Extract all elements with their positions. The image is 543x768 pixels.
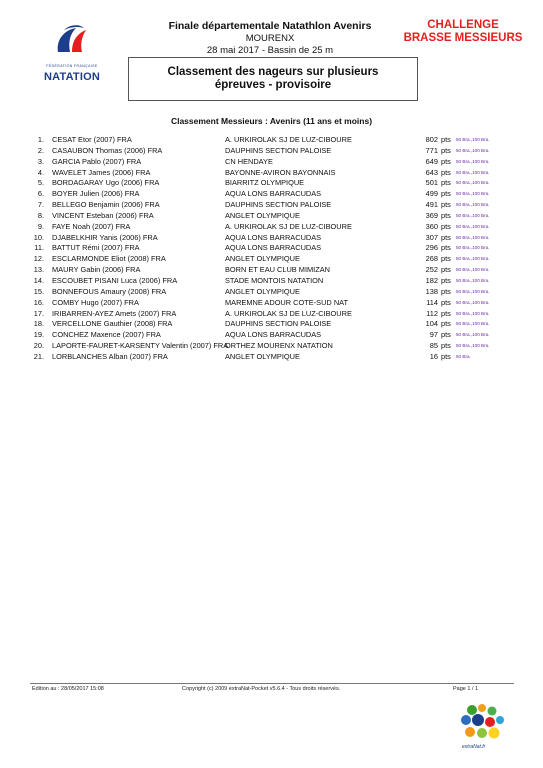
rank-number: 19. <box>33 330 44 340</box>
points-unit: pts <box>441 221 451 231</box>
rank-number: 21. <box>33 351 44 361</box>
ranking-row <box>0 200 543 211</box>
swimmer-name: LAPORTE-FAURET-KARSENTY Valentin (2007) FRA <box>52 341 229 351</box>
footer-edition: Edition au : 28/05/2017 15:08 <box>32 686 104 692</box>
club-name: ANGLET OLYMPIQUE <box>225 286 300 296</box>
federation-small-text: FÉDÉRATION FRANÇAISE <box>46 64 98 68</box>
swimmer-name: CESAT Etor (2007) FRA <box>52 135 132 144</box>
club-name: A. URKIROLAK SJ DE LUZ-CIBOURE <box>225 308 352 318</box>
ranking-row <box>0 352 543 363</box>
points-unit: pts <box>441 167 451 177</box>
events-list: 50 Bra.,100 Bra. <box>456 137 490 142</box>
extranat-balls-icon <box>456 700 512 746</box>
swimmer-name: IRIBARREN-AYEZ Amets (2007) FRA <box>52 308 177 318</box>
club-name: ANGLET OLYMPIQUE <box>225 210 300 220</box>
rank-number: 2. <box>37 145 44 155</box>
rank-number: 10. <box>33 232 44 242</box>
swimmer-name: BONNEFOUS Amaury (2008) FRA <box>52 286 167 296</box>
points-unit: pts <box>441 178 451 188</box>
points-value: 802 <box>425 135 438 144</box>
events-list: 50 Bra.,100 Bra. <box>456 288 490 294</box>
club-name: MAREMNE ADOUR COTE-SUD NAT <box>225 297 349 307</box>
ranking-title-line-2: épreuves - provisoire <box>214 79 332 91</box>
points-value: 112 <box>426 308 438 318</box>
club-name: DAUPHINS SECTION PALOISE <box>225 319 332 329</box>
events-list: 50 Bra.,100 Bra. <box>456 180 490 186</box>
rank-number: 9. <box>37 221 44 231</box>
swimmer-name: BOYER Julien (2006) FRA <box>52 189 140 199</box>
club-name: AQUA LONS BARRACUDAS <box>225 232 322 242</box>
section-title: Classement Messieurs : Avenirs (11 ans et moins) <box>170 116 373 126</box>
points-value: 97 <box>429 330 438 340</box>
ranking-row <box>0 265 543 276</box>
rank-number: 15. <box>33 286 44 296</box>
events-list: 50 Bra.,100 Bra. <box>456 234 490 240</box>
points-value: 268 <box>425 254 438 264</box>
footer-copyright: Copyright (c) 2009 extraNat-Pocket v5.6.4 - Tous droits réservés. <box>182 686 341 692</box>
points-value: 114 <box>426 297 438 307</box>
footer-divider <box>30 683 514 684</box>
points-unit: pts <box>441 351 451 361</box>
ranking-row <box>0 146 543 157</box>
ranking-row <box>0 341 543 352</box>
points-unit: pts <box>441 308 451 318</box>
ranking-row <box>0 222 543 233</box>
points-value: 369 <box>425 210 438 220</box>
events-list: 50 Bra.,100 Bra. <box>456 256 490 262</box>
points-unit: pts <box>441 254 451 264</box>
meet-city: MOURENX <box>245 33 295 44</box>
events-list: 50 Bra.,100 Bra. <box>456 343 490 349</box>
swimmer-name: ESCLARMONDE Eliot (2008) FRA <box>52 254 166 264</box>
ranking-row <box>0 298 543 309</box>
rank-number: 17. <box>33 308 44 318</box>
points-value: 649 <box>425 156 438 166</box>
ranking-row <box>0 135 543 146</box>
meet-info <box>150 20 390 56</box>
extranat-logo <box>456 700 512 754</box>
extranat-label: extraNat.fr <box>462 744 486 750</box>
points-unit: pts <box>441 210 451 220</box>
ranking-row <box>0 243 543 254</box>
rank-number: 8. <box>37 210 44 220</box>
ranking-row <box>0 330 543 341</box>
club-name: AQUA LONS BARRACUDAS <box>225 330 322 340</box>
swimmer-name: VINCENT Esteban (2006) FRA <box>52 210 154 220</box>
swimmer-name: CONCHEZ Maxence (2007) FRA <box>52 330 161 340</box>
ffn-swimmer-icon <box>48 22 96 62</box>
swimmer-name: ESCOUBET PISANI Luca (2006) FRA <box>52 275 178 285</box>
points-unit: pts <box>441 319 451 329</box>
events-list: 50 Bra.,100 Bra. <box>456 299 490 305</box>
challenge-line-1: CHALLENGE <box>427 19 499 31</box>
swimmer-name: BORDAGARAY Ugo (2006) FRA <box>52 178 160 188</box>
ffn-logo <box>32 22 112 92</box>
club-name: ANGLET OLYMPIQUE <box>225 254 300 264</box>
club-name: A. URKIROLAK SJ DE LUZ-CIBOURE <box>225 135 352 144</box>
events-list: 50 Bra.,100 Bra. <box>456 277 490 283</box>
club-name: BORN ET EAU CLUB MIMIZAN <box>225 265 330 275</box>
rank-number: 5. <box>37 178 44 188</box>
events-list: 50 Bra.,100 Bra. <box>456 310 490 316</box>
club-name: DAUPHINS SECTION PALOISE <box>225 145 332 155</box>
ranking-row <box>0 254 543 265</box>
points-unit: pts <box>441 297 451 307</box>
points-value: 252 <box>425 265 438 275</box>
swimmer-name: BELLEGO Benjamin (2006) FRA <box>52 200 160 210</box>
club-name: ANGLET OLYMPIQUE <box>225 351 300 361</box>
points-value: 771 <box>425 145 438 155</box>
ranking-row <box>0 168 543 179</box>
federation-logo-text: NATATION <box>44 71 100 83</box>
ranking-row <box>0 319 543 330</box>
rank-number: 18. <box>33 319 44 329</box>
club-name: DAUPHINS SECTION PALOISE <box>225 200 332 210</box>
swimmer-name: DJABELKHIR Yanis (2006) FRA <box>52 232 158 242</box>
rank-number: 3. <box>37 156 44 166</box>
ranking-row <box>0 157 543 168</box>
points-value: 16 <box>429 351 438 361</box>
ranking-row <box>0 189 543 200</box>
club-name: BAYONNE-AVIRON BAYONNAIS <box>225 167 336 177</box>
points-value: 491 <box>425 200 438 210</box>
club-name: AQUA LONS BARRACUDAS <box>225 189 322 199</box>
club-name: AQUA LONS BARRACUDAS <box>225 243 322 253</box>
ranking-row <box>0 287 543 298</box>
club-name: ORTHEZ MOURENX NATATION <box>225 341 333 351</box>
rank-number: 4. <box>37 167 44 177</box>
club-name: CN HENDAYE <box>225 156 273 166</box>
ranking-title-box <box>128 57 418 101</box>
points-unit: pts <box>441 200 451 210</box>
ranking-title-line-1: Classement des nageurs sur plusieurs <box>167 66 379 78</box>
events-list: 50 Bra.,100 Bra. <box>456 321 490 327</box>
events-list: 50 Bra. <box>456 353 471 359</box>
rank-number: 20. <box>33 341 44 351</box>
points-value: 360 <box>425 221 438 231</box>
swimmer-name: VERCELLONE Gauthier (2008) FRA <box>52 319 173 329</box>
swimmer-name: WAVELET James (2006) FRA <box>52 167 151 177</box>
points-unit: pts <box>441 286 451 296</box>
club-name: STADE MONTOIS NATATION <box>225 275 324 285</box>
events-list: 50 Bra.,100 Bra. <box>456 147 490 153</box>
points-unit: pts <box>441 265 451 275</box>
swimmer-name: FAYE Noah (2007) FRA <box>52 221 131 231</box>
events-list: 50 Bra.,100 Bra. <box>456 212 490 218</box>
swimmer-name: GARCIA Pablo (2007) FRA <box>52 156 142 166</box>
points-unit: pts <box>441 135 451 144</box>
events-list: 50 Bra.,100 Bra. <box>456 332 490 338</box>
swimmer-name: LORBLANCHES Alban (2007) FRA <box>52 351 168 361</box>
points-value: 85 <box>429 341 438 351</box>
rank-number: 7. <box>37 200 44 210</box>
points-unit: pts <box>441 243 451 253</box>
club-name: BIARRITZ OLYMPIQUE <box>225 178 305 188</box>
events-list: 50 Bra.,100 Bra. <box>456 223 490 229</box>
swimmer-name: BATTUT Rémi (2007) FRA <box>52 243 140 253</box>
points-unit: pts <box>441 232 451 242</box>
rank-number: 16. <box>33 297 44 307</box>
events-list: 50 Bra.,100 Bra. <box>456 245 490 251</box>
meet-title: Finale départementale Natathlon Avenirs <box>168 20 372 32</box>
ranking-row <box>0 309 543 320</box>
points-value: 501 <box>425 178 438 188</box>
ranking-row <box>0 233 543 244</box>
rank-number: 1. <box>37 135 44 144</box>
swimmer-name: CASAUBON Thomas (2006) FRA <box>52 145 163 155</box>
points-value: 138 <box>425 286 438 296</box>
ranking-row <box>0 276 543 287</box>
club-name: A. URKIROLAK SJ DE LUZ-CIBOURE <box>225 221 352 231</box>
events-list: 50 Bra.,100 Bra. <box>456 169 490 175</box>
points-value: 296 <box>425 243 438 253</box>
swimmer-name: MAURY Gabin (2006) FRA <box>52 265 141 275</box>
rank-number: 14. <box>33 275 44 285</box>
points-unit: pts <box>441 145 451 155</box>
points-unit: pts <box>441 189 451 199</box>
rank-number: 13. <box>33 265 44 275</box>
points-unit: pts <box>441 156 451 166</box>
ranking-list <box>0 135 543 363</box>
events-list: 50 Bra.,100 Bra. <box>456 191 490 197</box>
meet-date-pool: 28 mai 2017 - Bassin de 25 m <box>206 45 334 56</box>
ranking-row <box>0 211 543 222</box>
challenge-title <box>396 19 530 45</box>
points-unit: pts <box>441 275 451 285</box>
swimmer-name: COMBY Hugo (2007) FRA <box>52 297 139 307</box>
points-unit: pts <box>441 330 451 340</box>
points-value: 182 <box>425 275 438 285</box>
rank-number: 12. <box>33 254 44 264</box>
events-list: 50 Bra.,100 Bra. <box>456 267 490 273</box>
rank-number: 6. <box>37 189 44 199</box>
ranking-row <box>0 178 543 189</box>
points-value: 307 <box>425 232 438 242</box>
footer-page: Page 1 / 1 <box>453 686 479 692</box>
points-value: 104 <box>425 319 438 329</box>
points-unit: pts <box>441 341 451 351</box>
challenge-line-2: BRASSE MESSIEURS <box>403 32 523 44</box>
points-value: 643 <box>425 167 438 177</box>
events-list: 50 Bra.,100 Bra. <box>456 158 490 164</box>
rank-number: 11. <box>34 243 44 253</box>
points-value: 499 <box>425 189 438 199</box>
events-list: 50 Bra.,100 Bra. <box>456 202 490 208</box>
